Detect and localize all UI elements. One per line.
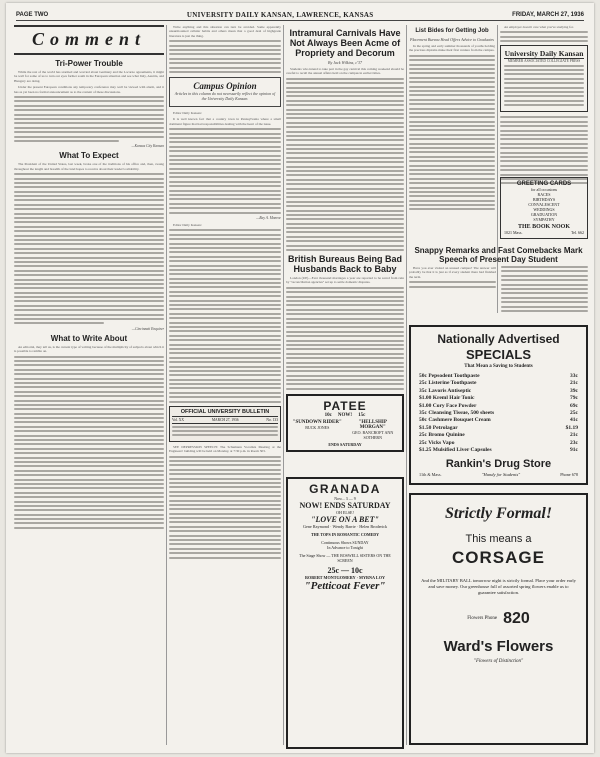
special-item-name: 35c Cleansing Tissue, 500 sheets <box>419 410 495 417</box>
bulletin-title: OFFICIAL UNIVERSITY BULLETIN <box>172 409 278 417</box>
store-footer <box>419 472 578 477</box>
shop-phone: Tel. 662 <box>570 230 584 235</box>
paragraph: Under the present European conditions any temporary conference may well be viewed with alarm, and it has as yet been no formal announcement as to the content of these discussions. <box>14 85 164 94</box>
greeting-cards-ad <box>500 177 588 239</box>
snappy-remarks-article <box>409 243 588 323</box>
occasion: GRADUATION <box>530 212 558 217</box>
campus-opinion-title: Campus Opinion <box>193 80 257 91</box>
ad-subhead: That Mean a Saving to Students <box>464 364 533 369</box>
now-showing: NOW! ENDS SATURDAY <box>299 501 391 510</box>
article-body <box>501 266 588 314</box>
special-item-name: $1.00 Kreml Hair Tonic <box>419 395 475 402</box>
paragraph: While the rest of the world has stormed and worried about Germany and the Locarno agreements, it might be well for some of us to turn our eyes farther south in the European situation and see what Italy, Austria, and Hungary are doing. <box>14 70 164 83</box>
bulletin-notices <box>169 445 281 559</box>
paragraph: Editor Daily Kansan: <box>173 222 202 227</box>
special-item <box>419 432 578 439</box>
feature-headline: British Bureaus Being Bad Husbands Back to Baby <box>287 254 403 275</box>
ad-body: And the MILITARY BALL tomorrow night is strictly formal. Place your order early and save money. Our greenhouse full of assorted spring flowers enable us to guarantee satisfaction. <box>421 578 576 595</box>
special-item-price: $1.19 <box>565 424 578 431</box>
special-item-price: 21c <box>570 432 578 439</box>
ends-saturday: ENDS SATURDAY <box>328 441 362 447</box>
ad-subtitle: for all occasions <box>530 187 558 192</box>
newspaper-page <box>6 3 594 753</box>
store-name: Rankin's Drug Store <box>445 458 552 471</box>
editorial-headline: Tri-Power Trouble <box>55 59 123 68</box>
campus-opinion-box <box>169 77 281 107</box>
ad-subhead: This means a <box>465 533 532 545</box>
bulletin-meta <box>172 417 278 424</box>
second-feature-title: "Petticoat Fever" <box>304 580 386 592</box>
special-item <box>419 373 578 380</box>
byline: By Jack Wilkins, c'37 <box>328 60 362 65</box>
special-item <box>419 447 578 454</box>
special-item <box>419 403 578 410</box>
special-item-name: $1.00 Cory Face Powder <box>419 402 477 409</box>
special-item-price: 91c <box>570 447 578 454</box>
article-body <box>409 266 496 314</box>
article-headline: Snappy Remarks and Fast Comebacks Mark Speech of Present Day Student <box>414 246 583 264</box>
special-item <box>419 380 578 387</box>
show-times: Now... 3 — 9 <box>334 496 356 501</box>
article-body <box>500 25 588 42</box>
editorial-source: —Kansas City Kansan <box>131 144 164 149</box>
occasion: SYMPATHY <box>533 217 555 222</box>
shop-name: THE BOOK NOOK <box>517 224 570 230</box>
rankins-drug-store-ad <box>409 325 588 485</box>
special-item <box>419 410 578 417</box>
feature-cast: Gene Raymond · Wendy Barrie · Helen Broderick <box>302 524 388 529</box>
granada-theater-ad <box>286 477 404 749</box>
ad-headline: Nationally Advertised <box>437 332 560 346</box>
issue-date: FRIDAY, MARCH 27, 1936 <box>512 11 584 18</box>
ticket-prices: 25c — 10c <box>327 566 363 575</box>
theater-name: GRANADA <box>309 482 381 496</box>
university-bulletin <box>169 406 281 442</box>
ad-headline-specials: SPECIALS <box>465 347 531 362</box>
bulletin-number: No. 133 <box>266 417 278 422</box>
paragraph: An employer doesn't care what you've studying for. <box>504 25 574 29</box>
special-item-price: 23c <box>570 439 578 446</box>
special-item-name: 35c Lavoris Antiseptic <box>419 387 472 394</box>
advance-note: In Advance to Tonight <box>327 545 363 550</box>
feature-stars: ROBERT MONTGOMERY · MYRNA LOY <box>305 575 385 580</box>
column-rule <box>166 25 167 745</box>
article-subhead: Placement Bureau Head Offers Advice to Graduates <box>410 37 494 42</box>
greeting-cards-area <box>500 173 588 243</box>
paragraph: London (UP)—Ever thousand marriages a year are reported to be saved from ruin by "reconciliation agencies" set up to settle domestic disputes. <box>286 276 404 285</box>
special-item <box>419 425 578 432</box>
article-body <box>169 25 281 73</box>
article-body <box>286 276 404 390</box>
article-headline: List Bides for Getting Job <box>415 28 489 34</box>
ticket-prices: 10c NOW! 15c <box>324 412 366 418</box>
occasion: RACES <box>537 192 551 197</box>
special-item-name: 25c Listerine Toothpaste <box>419 380 477 387</box>
feature-title: "HELLSHIP MORGAN" <box>358 419 387 430</box>
bulletin-date: MARCH 27, 1936 <box>211 417 239 422</box>
shop-slogan: "Flowers of Distinction" <box>473 659 524 664</box>
feature-star: GEO. BANCROFT ANN SOTHERN <box>352 429 394 440</box>
letter-signature: —Ray A. Monroe <box>256 215 281 220</box>
paragraph: In the spring and early summer thousands of youths holding the precious diploma make their first venture from the campus. <box>409 44 495 53</box>
letter-body <box>169 111 281 214</box>
editorial-body <box>14 162 164 324</box>
paragraph: Have you ever visited an unused campus? The answer will probably be that it is just as if every student there had finished the term. <box>409 266 496 279</box>
feature-title: "LOVE ON A BET" <box>311 515 379 524</box>
phone-label: Flowers Phone <box>467 616 498 621</box>
ad-product: CORSAGE <box>452 548 545 567</box>
campus-opinion-column <box>169 25 281 747</box>
store-address: 11th & Mass. <box>419 472 442 478</box>
paragraph: It is well known fact that a country town in Pennsylvania where a small dominant figure that had responsibilities dealing with the heart of the issue. <box>169 117 281 126</box>
occasion: BIRTHDAYS <box>532 197 556 202</box>
paragraph: The President of the United States, last week, broke one of the traditions of his office and, then, swung throughout the length and breadth of the land hopes to receive about their leader's reliability. <box>14 162 164 171</box>
feature-tagline: THE TOPS IN ROMANTIC COMEDY <box>310 532 380 537</box>
sunday-shows: Continuous Shows SUNDAY <box>321 540 369 545</box>
special-item-name: $1.50 Petrolagar <box>419 424 458 431</box>
kansan-staff-box <box>500 45 588 113</box>
patee-theater-ad <box>286 394 404 452</box>
letter-body <box>169 223 281 403</box>
comment-column <box>14 25 164 747</box>
phone-number: 820 <box>503 610 530 627</box>
special-item-price: 41c <box>570 417 578 424</box>
paragraph: SEE DEPRESSION SPEECH: The Schumann Vocalists Meeting at the Engineers' building will be held on Monday, at 7:30 p.m. in Room 303. <box>169 444 281 454</box>
store-slogan: "Handy for Students" <box>481 472 521 478</box>
feature-title: "SUNDOWN RIDER" <box>292 419 342 425</box>
paragraph: Students who intend to take part in the gay carnival this coming weekend should be careful to recall the annual affairs held on the campus in earlier times. <box>286 67 404 76</box>
occasion: CONVALESCENT <box>528 202 560 207</box>
stage-promo: The Stage Show — THE BOSWELL SISTERS ON THE SCREEN <box>299 553 391 563</box>
special-item-price: 79c <box>570 395 578 402</box>
feature-star: BUCK JONES <box>305 424 330 430</box>
special-item-name: $1.25 Mulsified Liver Capsules <box>419 447 492 454</box>
special-item-price: 39c <box>570 387 578 394</box>
campus-opinion-note: Articles in this column do not necessarily reflect the opinion of the University Daily Kansan. <box>174 90 276 101</box>
ad-headline: Strictly Formal! <box>444 505 553 522</box>
special-item <box>419 417 578 424</box>
special-item <box>419 440 578 447</box>
special-item-name: 50c Pepsodent Toothpaste <box>419 373 480 379</box>
page-number: PAGE TWO <box>16 11 49 18</box>
paper-title: UNIVERSITY DAILY KANSAN, LAWRENCE, KANSAS <box>186 10 374 19</box>
comment-banner: Comment <box>14 25 164 55</box>
wards-flowers-ad <box>409 493 588 745</box>
editorial-source: —Cincinnati Enquirer <box>131 326 164 331</box>
shop-name: Ward's Flowers <box>443 638 554 655</box>
occasion: WEDDINGS <box>533 207 555 212</box>
tagline: OH ELSE! <box>336 510 354 515</box>
paragraph: Editor Daily Kansan: <box>173 110 202 115</box>
special-item-price: 25c <box>570 410 578 417</box>
special-item-price: 21c <box>570 380 578 387</box>
theater-name: PATEE <box>323 398 367 413</box>
editorial-body <box>14 70 164 142</box>
store-phone: Phone 678 <box>560 472 578 478</box>
staff-box-title: University Daily Kansan <box>504 48 584 58</box>
special-item <box>419 395 578 402</box>
special-item-price: 33c <box>570 373 578 379</box>
special-item-name: 25c Vicks Vapo <box>419 439 455 446</box>
editorial-headline: What to Write About <box>50 333 128 343</box>
article-body <box>286 67 404 251</box>
ad-title: GREETING CARDS <box>516 181 572 187</box>
feature-headline: Intramural Carnivals Have Not Always Been Acme of Propriety and Decorum <box>289 28 401 58</box>
paragraph: Write anything and this situation can turn be avoided. Some apparently unsurmounted cellular habits and others mean that a good deal of highgrade literature is just the thing. <box>169 25 281 38</box>
editorial-body <box>14 345 164 529</box>
bulletin-volume: Vol. XX <box>172 417 184 422</box>
shop-address: 1021 Mass. <box>504 230 523 235</box>
column-rule <box>283 25 284 745</box>
staff-box-subtitle: MEMBER ASSOCIATED COLLEGIATE PRESS <box>507 58 581 63</box>
editorial-headline: What To Expect <box>59 151 119 161</box>
double-feature <box>291 420 399 440</box>
masthead <box>16 9 584 21</box>
column-rule <box>406 25 407 745</box>
special-item-name: 50c Cashmere Bouquet Cream <box>419 417 491 424</box>
specials-list <box>419 373 578 454</box>
special-item-price: 69c <box>570 402 578 409</box>
phone-block <box>421 610 576 628</box>
special-item-name: 25c Bromo Quinine <box>419 432 465 439</box>
article-body <box>409 44 495 210</box>
paragraph: An editorial, they tell us, is the current type of writing because of the multiplicity of subjects about which it is possible to ramble on. <box>14 344 164 354</box>
